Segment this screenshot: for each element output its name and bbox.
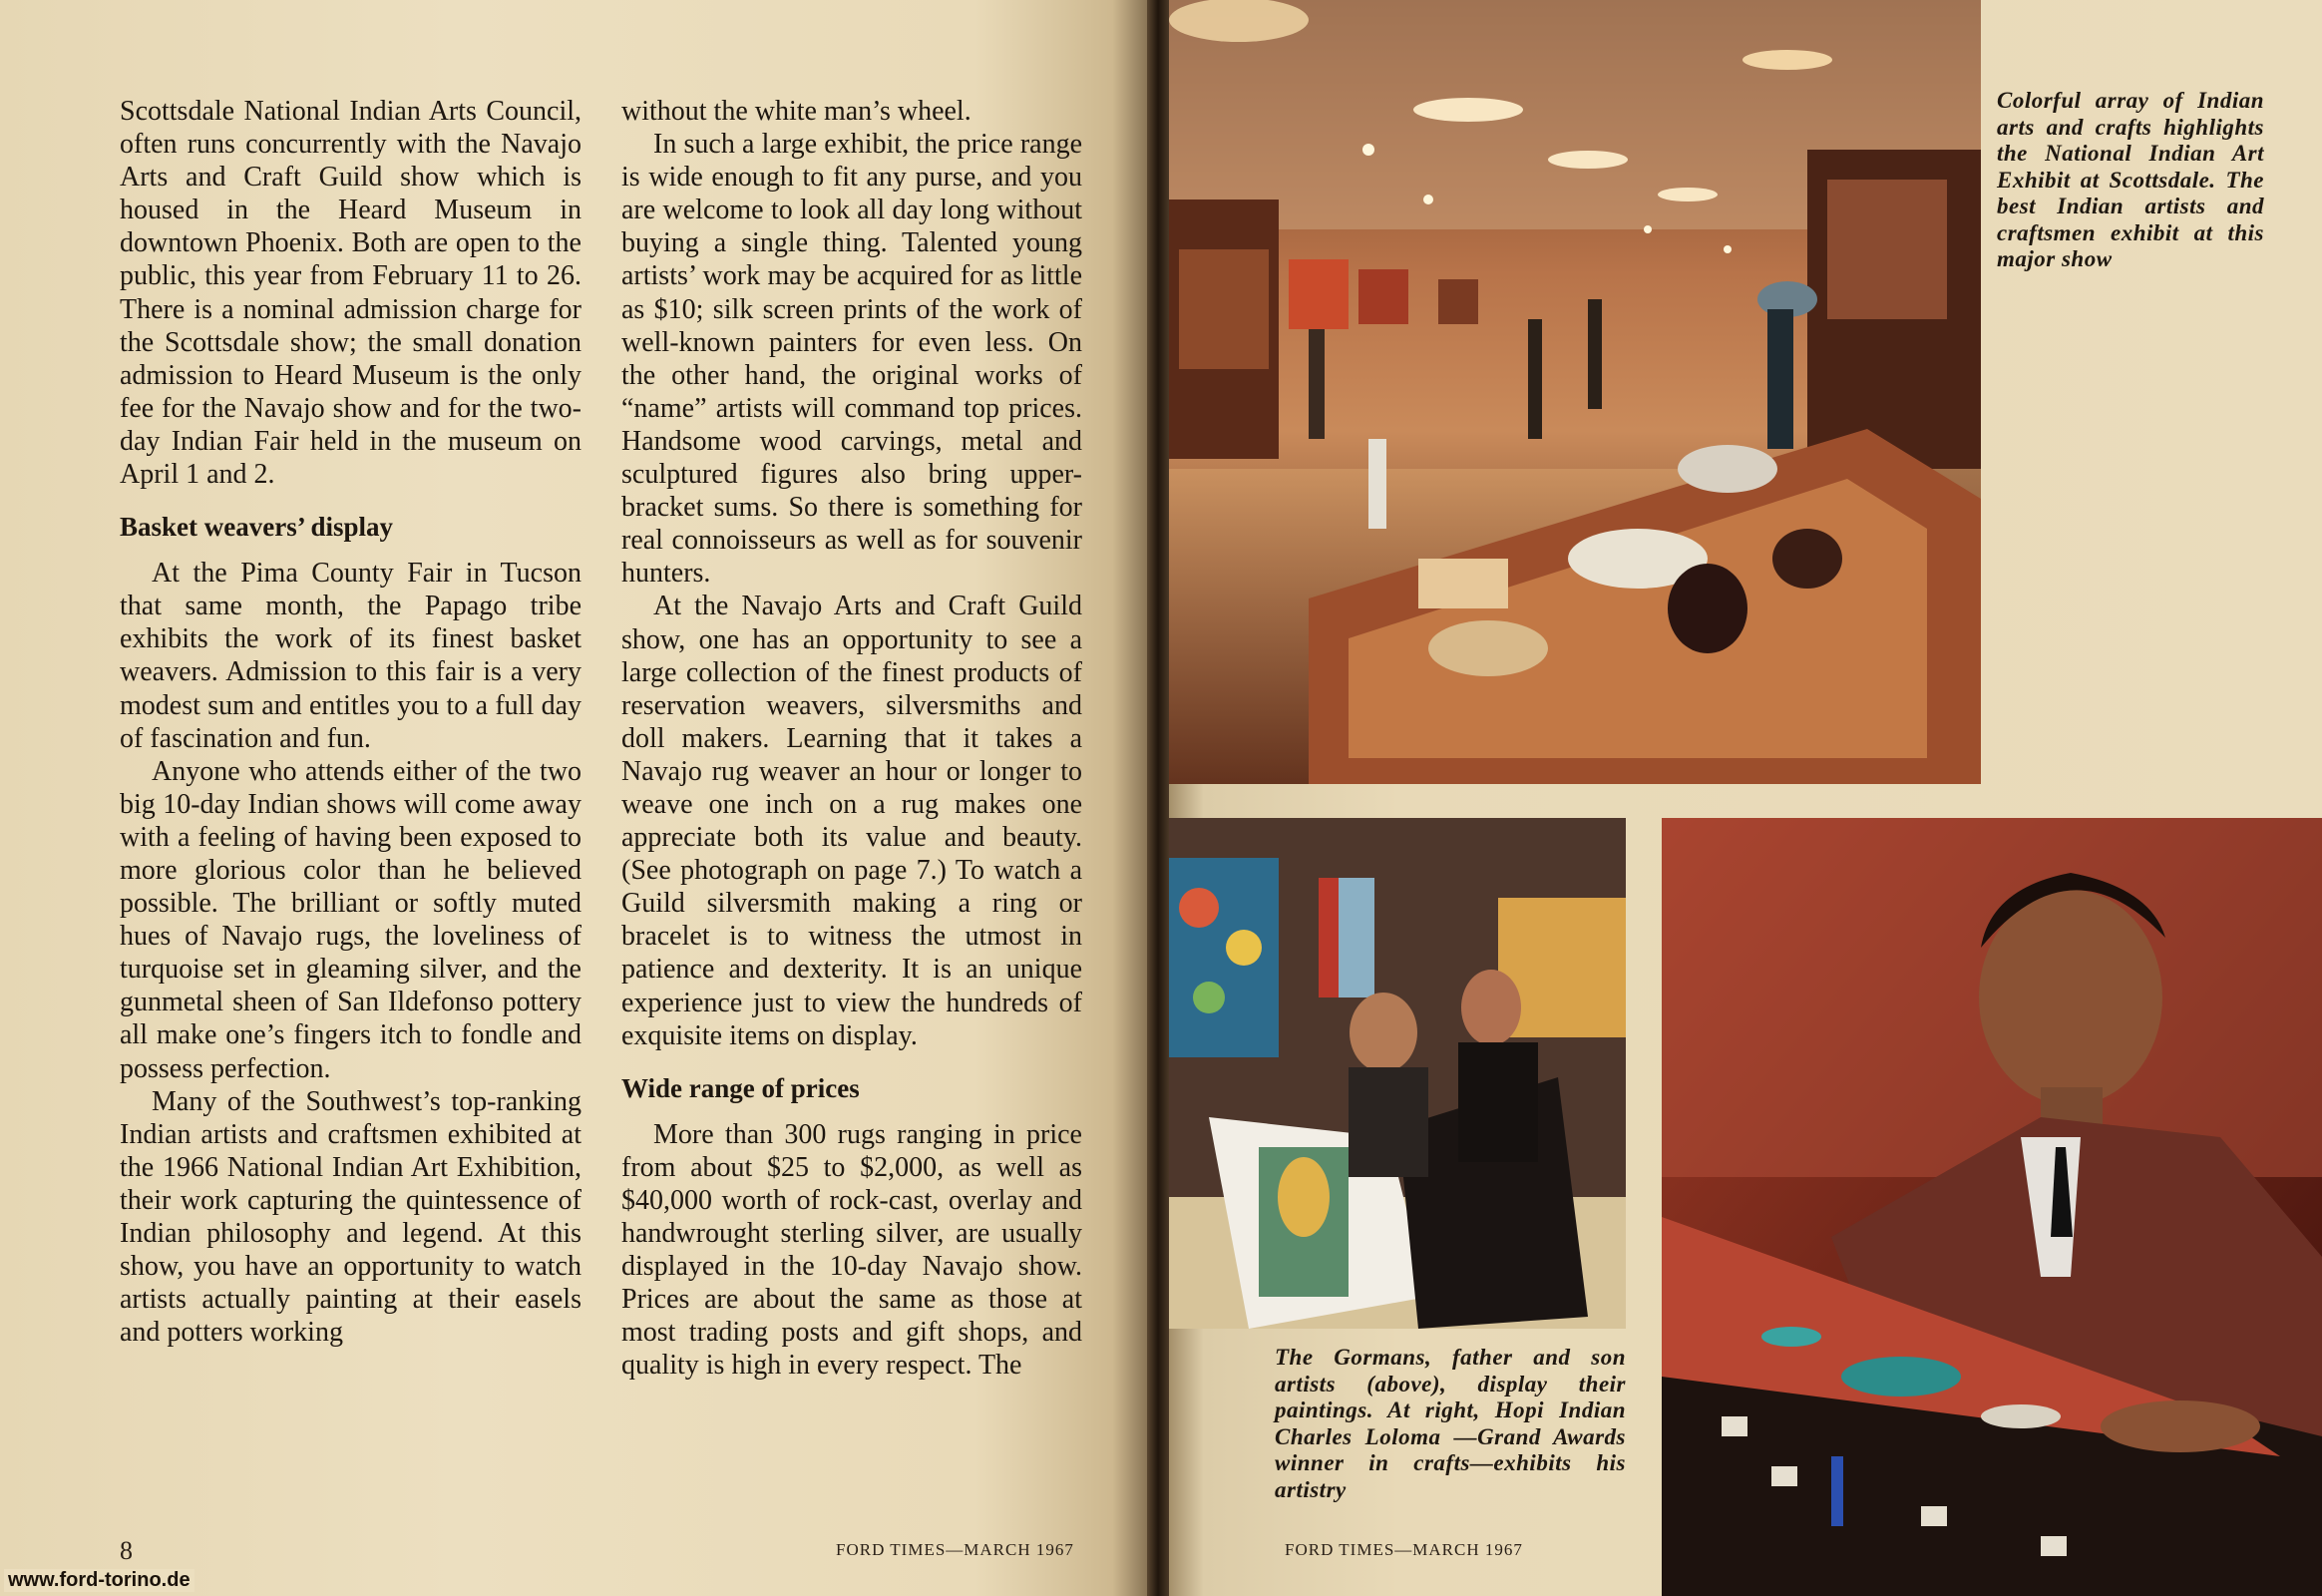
gorman-artists-photo [1169,818,1626,1329]
caption-exhibit-hall: Colorful array of Indian arts and crafts highlights the National Indian Art Exhibit at Scottsdale. The best Indian artists and craftsmen exhibit at this major show [1997,88,2264,271]
section-heading: Basket weavers’ display [120,512,393,543]
watermark-link[interactable]: www.ford-torino.de [4,1569,194,1592]
paragraph: At the Navajo Arts and Craft Guild show, one has an opportunity to see a large collection of the finest products of reservation weavers, silversmiths and doll makers. Learning that it takes a Navajo rug weaver an hour or longer to weave one inch on a rug makes one appreciate both its value and beauty. (See photograph on page 7.) To watch a Guild silversmith making a ring or bracelet is to witness the utmost in patience and dexterity. It is an unique experience just to view the hundreds of exquisite items on display. [621,591,1082,1051]
paragraph: More than 300 rugs ranging in price from about $25 to $2,000, as well as $40,000 worth of rock-cast, overlay and handwrought sterling silver, are usually displayed in the 10-day Navajo show. Prices are about the same as those at most trading posts and gift shops, and quality is high in every respect. The [621,1118,1082,1382]
caption-gormans-loloma: The Gormans, father and son artists (above), display their paintings. At right, Hopi Indian Charles Loloma —Grand Awards winner in crafts—exhibits his artistry [1275,1345,1626,1502]
page-footer: FORD TIMES—MARCH 1967 [836,1540,1074,1559]
loloma-jewelry-photo [1662,818,2322,1596]
paragraph: without the white man’s wheel. [621,96,971,127]
paragraph: At the Pima County Fair in Tucson that same month, the Papago tribe exhibits the work of its finest basket weavers. Admission to this fair is a very modest sum and entitles you to a full day of fascination and fun. [120,558,581,754]
paragraph: Scottsdale National Indian Arts Council, often runs concurrently with the Navajo Arts and Craft Guild show which is housed in the Heard Museum in downtown Phoenix. Both are open to the public, this year from February 11 to 26. There is a nominal admission charge for the Scottsdale show; the small donation admission to Heard Museum is the only fee for the Navajo show and for the two-day Indian Fair held in the museum on April 1 and 2. [120,96,581,491]
page-footer-right: FORD TIMES—MARCH 1967 [1285,1540,1523,1559]
left-page [0,0,1147,1596]
paragraph: In such a large exhibit, the price range is wide enough to fit any purse, and you are welcome to look all day long without buying a single thing. Talented young artists’ work may be acquired for as little as $10; silk screen prints of the work of well-known painters for even less. On the other hand, the original works of “name” artists will command top prices. Handsome wood carvings, metal and sculptured figures also bring upper-bracket sums. So there is something for real connoisseurs as well as for souvenir hunters. [621,129,1082,590]
book-gutter [1147,0,1169,1596]
section-heading: Wide range of prices [621,1072,860,1103]
page-number: 8 [120,1536,133,1565]
paragraph: Many of the Southwest’s top-ranking Indian artists and craftsmen exhibited at the 1966 National Indian Art Exhibition, their work capturing the quintessence of Indian philosophy and legend. At this show, you have an opportunity to watch artists actually painting at their easels and potters working [120,1085,581,1349]
exhibit-hall-photo [1169,0,1981,784]
article-column-2 [621,95,1082,1382]
paragraph: Anyone who attends either of the two big 10-day Indian shows will come away with a feeling of having been exposed to more glorious color than he believed possible. The brilliant or softly muted hues of Navajo rugs, the loveliness of turquoise set in gleaming silver, and the gunmetal sheen of San Ildefonso pottery all make one’s fingers itch to fondle and possess perfection. [120,755,581,1084]
article-column-1 [120,95,581,1349]
